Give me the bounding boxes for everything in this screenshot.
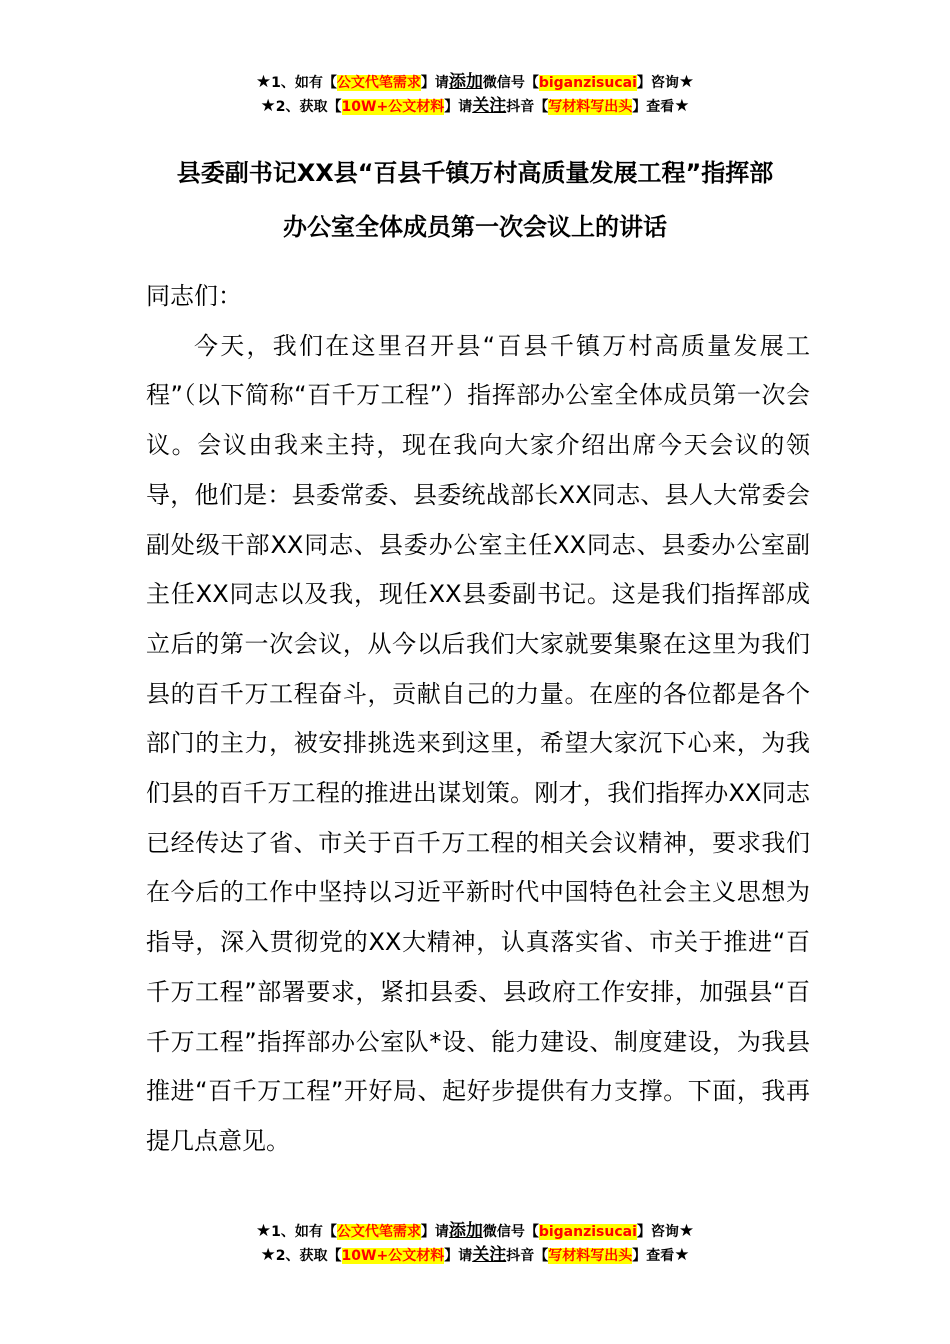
star-icon: ★ (260, 96, 276, 116)
star-icon: ★ (260, 1245, 276, 1265)
underlined-text: 关注 (472, 1245, 507, 1265)
banner-line-2 (0, 1243, 950, 1267)
banner-text: 】查看 (632, 1248, 675, 1264)
star-icon: ★ (678, 1221, 695, 1241)
underlined-text: 添加 (448, 1221, 483, 1241)
highlight-service: 公文代笔需求 (336, 1224, 421, 1240)
banner-line-1 (0, 1219, 950, 1243)
title-line-2: 办公室全体成员第一次会议上的讲话 (283, 213, 667, 241)
banner-text: 微信号【 (482, 1224, 539, 1240)
highlight-douyin-account: 写材料写出头 (548, 99, 633, 115)
banner-text: 】请 (444, 1248, 473, 1264)
banner-line-1 (0, 70, 950, 94)
banner-line-2 (0, 94, 950, 118)
underlined-text: 关注 (472, 96, 507, 116)
document-title (140, 146, 810, 254)
banner-text: 】咨询 (636, 1224, 679, 1240)
star-icon: ★ (678, 72, 695, 92)
banner-text: 2、获取【 (275, 1248, 342, 1264)
highlight-wechat-id: biganzisucai (538, 75, 637, 91)
highlight-service: 公文代笔需求 (336, 75, 421, 91)
highlight-wechat-id: biganzisucai (538, 1224, 637, 1240)
banner-text: 】查看 (632, 99, 675, 115)
header-banner (0, 70, 950, 118)
star-icon: ★ (674, 96, 690, 116)
highlight-materials: 10W+公文材料 (341, 99, 445, 115)
star-icon: ★ (255, 1221, 272, 1241)
star-icon: ★ (255, 72, 272, 92)
banner-text: 2、获取【 (275, 99, 342, 115)
banner-text: 】请 (444, 99, 473, 115)
salutation: 同志们： (146, 282, 242, 310)
banner-text: 】咨询 (636, 75, 679, 91)
underlined-text: 添加 (448, 72, 483, 92)
banner-text: 抖音【 (506, 99, 549, 115)
banner-text: 微信号【 (482, 75, 539, 91)
title-line-1: 县委副书记XX县“百县千镇万村高质量发展工程”指挥部 (176, 159, 774, 187)
banner-text: 抖音【 (506, 1248, 549, 1264)
footer-banner (0, 1219, 950, 1267)
body-paragraph: 今天，我们在这里召开县“百县千镇万村高质量发展工程”（以下简称“百千万工程”）指挥部办公室全体成员第一次会议。会议由我来主持，现在我向大家介绍出席今天会议的领导，他们是：县委常委、县委统战部长XX同志、县人大常委会副处级干部XX同志、县委办公室主任XX同志、县委办公室副主任XX同志以及我，现任XX县委副书记。这是我们指挥部成立后的第一次会议，从今以后我们大家就要集聚在这里为我们县的百千万工程奋斗，贡献自己的力量。在座的各位都是各个部门的主力，被安排挑选来到这里，希望大家沉下心来，为我们县的百千万工程的推进出谋划策。刚才，我们指挥办XX同志已经传达了省、市关于百千万工程的相关会议精神，要求我们在今后的工作中坚持以习近平新时代中国特色社会主义思想为指导，深入贯彻党的XX大精神，认真落实省、市关于推进“百千万工程”部署要求，紧扣县委、县政府工作安排，加强县“百千万工程”指挥部办公室队*设、能力建设、制度建设，为我县推进“百千万工程”开好局、起好步提供有力支撑。下面，我再提几点意见。 (146, 331, 810, 1155)
banner-text: 】请 (420, 75, 449, 91)
banner-text: 1、如有【 (271, 75, 337, 91)
star-icon: ★ (674, 1245, 690, 1265)
highlight-douyin-account: 写材料写出头 (548, 1248, 633, 1264)
document-body (146, 272, 810, 1167)
highlight-materials: 10W+公文材料 (341, 1248, 445, 1264)
banner-text: 1、如有【 (271, 1224, 337, 1240)
banner-text: 】请 (420, 1224, 449, 1240)
